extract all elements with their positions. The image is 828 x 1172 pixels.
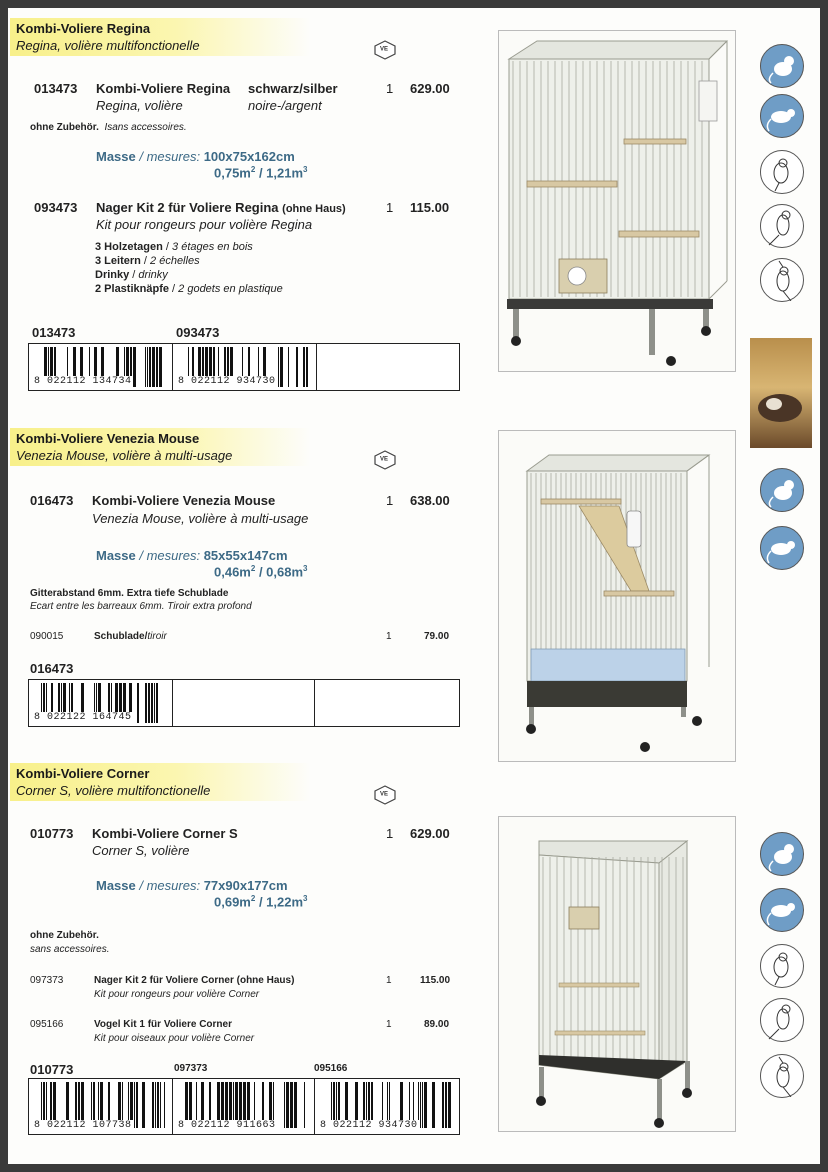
barcode-label: 016473 [30,661,74,676]
barcode-cell [29,1079,173,1134]
product-name-fr: Venezia Mouse, volière à multi-usage [92,511,309,526]
barcode-cell [29,680,173,726]
acc-code: 090015 [30,631,64,642]
product-price: 638.00 [410,493,450,508]
ve-box-icon [373,38,397,62]
acc-name-fr: Kit pour oiseaux pour volière Corner [94,1033,255,1044]
barcode-number: 8 022112 934730 [320,1120,418,1131]
barcode-label: 093473 [176,325,220,340]
kit-code: 093473 [34,200,78,215]
barcode-cell [173,344,317,390]
acc-qty: 1 [386,631,392,642]
section-title: Kombi-Voliere Regina [16,21,151,36]
photo-venezia-cage [498,430,736,762]
product-code: 013473 [34,81,78,96]
barcode-number: 8 022112 134734 [34,376,132,387]
kit-price: 115.00 [410,200,450,215]
barcode-table [28,1078,460,1135]
barcode-label: 013473 [32,325,76,340]
product-qty: 1 [386,81,394,96]
barcode-cell-empty [173,680,315,726]
barcode-number: 8 022122 164745 [34,712,132,723]
acc-price: 115.00 [420,975,451,986]
kit-item: 3 Holzetagen / 3 étages en bois [95,241,253,253]
barcode-number: 8 022112 934730 [178,376,276,387]
section-title: Kombi-Voliere Corner [16,766,150,781]
note-fr: Ecart entre les barreaux 6mm. Tiroir extra profond [30,601,252,612]
product-name-fr: Corner S, volière [92,843,190,858]
product-color-fr: noire-/argent [248,98,322,113]
product-name-fr: Regina, volière [96,98,183,113]
barcode-number: 8 022112 911663 [178,1120,276,1131]
barcode-label: 095166 [314,1063,348,1074]
product-code: 016473 [30,493,74,508]
bird-icon [760,150,804,194]
section-subtitle: Regina, volière multifonctionelle [16,38,200,53]
dimensions: Masse / mesures: 77x90x177cm [96,878,288,893]
note-de: ohne Zubehör. [30,930,99,941]
dimensions: Masse / mesures: 85x55x147cm [96,548,288,563]
barcode-cell [29,344,173,390]
acc-name-fr: Kit pour rongeurs pour volière Corner [94,989,260,1000]
product-qty: 1 [386,493,394,508]
svg-text:VE: VE [380,791,389,798]
acc-code: 095166 [30,1019,64,1030]
area-volume: $0,46m^2 / 0,68m^3$ [214,564,308,580]
product-code: 010773 [30,826,74,841]
acc-name: Nager Kit 2 für Voliere Corner (ohne Haus) [94,975,295,986]
acc-qty: 1 [386,1019,392,1030]
catalog-page [8,8,820,1164]
rat-icon [760,888,804,932]
cockatiel-icon [760,1054,804,1098]
section-header-corner [10,763,310,801]
svg-text:VE: VE [380,46,389,53]
acc-code: 097373 [30,975,64,986]
product-price: 629.00 [410,826,450,841]
product-color: schwarz/silber [248,81,338,96]
ve-box-icon [373,448,397,472]
cockatiel-icon [760,258,804,302]
product-price: 629.00 [410,81,450,96]
product-name: Kombi-Voliere Regina [96,81,231,96]
kit-item: Drinky / drinky [95,269,168,281]
area-volume: $0,69m^2 / 1,22m^3$ [214,894,308,910]
section-header-venezia [10,428,310,466]
acc-price: 79.00 [424,631,450,642]
section-title: Kombi-Voliere Venezia Mouse [16,431,200,446]
product-name: Kombi-Voliere Venezia Mouse [92,493,276,508]
ve-box-icon [373,783,397,807]
budgie-icon [760,998,804,1042]
barcode-cell-empty [317,344,459,390]
kit-name: Nager Kit 2 für Voliere Regina (ohne Haus) [96,200,346,215]
kit-name-fr: Kit pour rongeurs pour volière Regina [96,217,313,232]
acc-name: Schublade/tiroir [94,631,167,642]
kit-item: 3 Leitern / 2 échelles [95,255,200,267]
kit-contents [95,240,283,296]
acc-name: Vogel Kit 1 für Voliere Corner [94,1019,232,1030]
barcode-label: 010773 [30,1062,74,1077]
section-subtitle: Venezia Mouse, volière à multi-usage [16,448,233,463]
barcode-label: 097373 [174,1063,208,1074]
section-header-regina [10,18,310,56]
rodent-icon [760,468,804,512]
area-volume: $0,75m^2 / 1,21m^3$ [214,165,308,181]
dimensions: Masse / mesures: 100x75x162cm [96,149,295,164]
bird-icon [760,944,804,988]
barcode-cell [173,1079,315,1134]
note-de: Gitterabstand 6mm. Extra tiefe Schublade [30,588,229,599]
barcode-cell [315,1079,459,1134]
guinea-pig-photo [750,338,812,448]
note-fr: sans accessoires. [30,944,110,955]
barcode-table [28,343,460,391]
kit-qty: 1 [386,200,394,215]
note: ohne Zubehör. Isans accessoires. [30,122,187,133]
product-name: Kombi-Voliere Corner S [92,826,238,841]
barcode-table [28,679,460,727]
rodent-icon [760,832,804,876]
kit-item: 2 Plastiknäpfe / 2 godets en plastique [95,283,283,295]
svg-text:VE: VE [380,456,389,463]
budgie-icon [760,204,804,248]
rodent-icon [760,44,804,88]
rat-icon [760,526,804,570]
acc-qty: 1 [386,975,392,986]
section-subtitle: Corner S, volière multifonctionelle [16,783,211,798]
barcode-cell-empty [315,680,459,726]
barcode-number: 8 022112 107738 [34,1120,132,1131]
acc-price: 89.00 [424,1019,450,1030]
photo-corner-cage [498,816,736,1132]
photo-regina-cage [498,30,736,372]
product-qty: 1 [386,826,394,841]
rat-icon [760,94,804,138]
